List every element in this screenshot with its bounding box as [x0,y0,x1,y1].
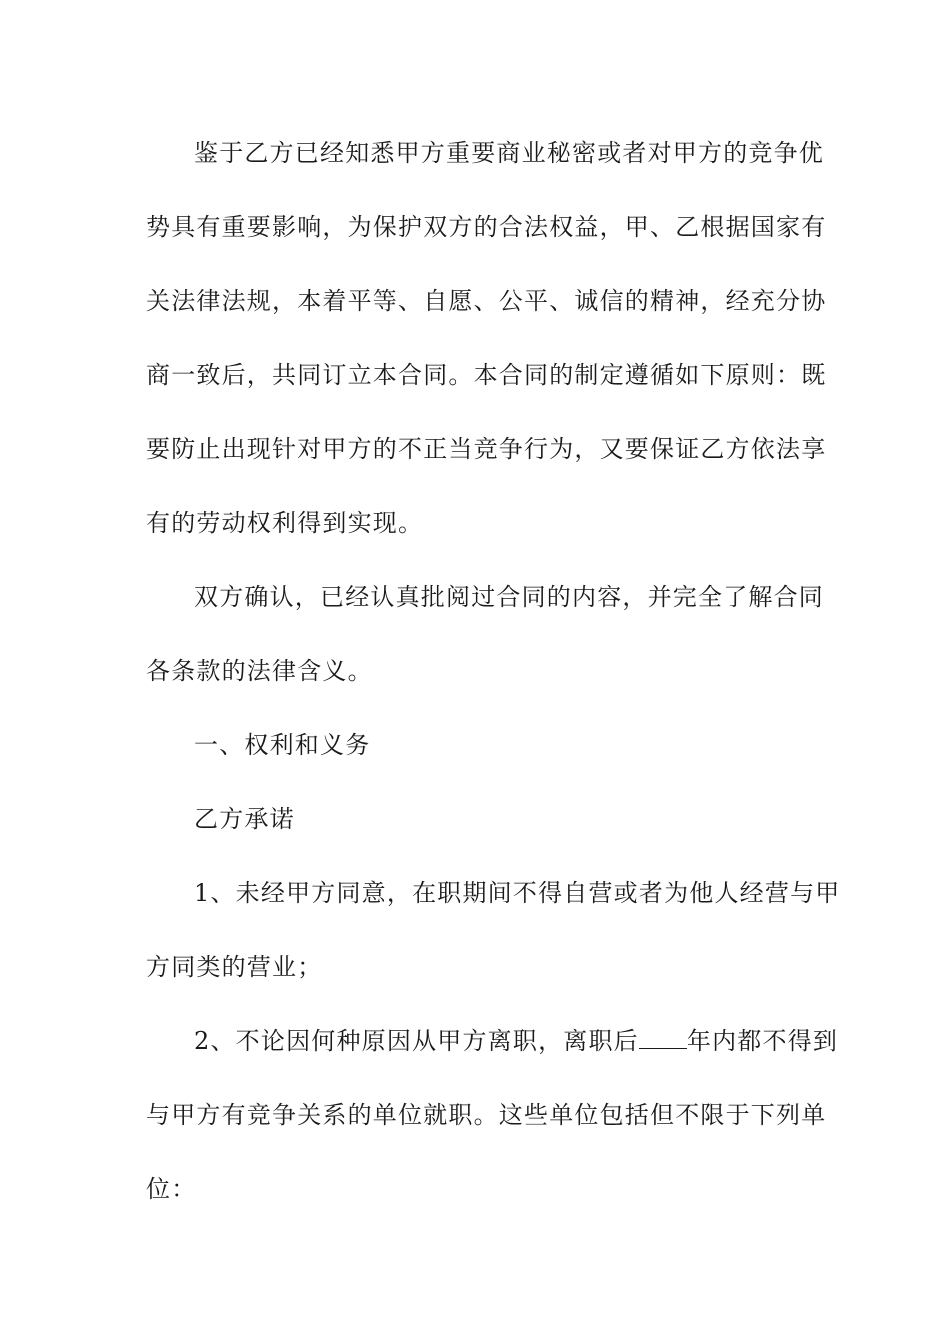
contract-body [146,133,841,1243]
paragraph-1-line-4: 商一致后，共同订立本合同。本合同的制定遵循如下原则：既 [146,361,827,389]
paragraph-1-line-1: 鉴于乙方已经知悉甲方重要商业秘密或者对甲方的竞争优 [194,139,824,167]
paragraph-1-line-5: 要防止出现针对甲方的不正当竞争行为，又要保证乙方依法享 [146,435,827,463]
clause-1-line-1: 1、未经甲方同意，在职期间不得自营或者为他人经营与甲 [194,879,841,907]
paragraph-1-line-2: 势具有重要影响，为保护双方的合法权益，甲、乙根据国家有 [146,213,827,241]
clause-2-line-3: 位： [146,1175,197,1203]
clause-1-line-2: 方同类的营业； [146,953,323,981]
party-b-commitment-heading: 乙方承诺 [194,805,295,833]
clause-2-text-after-blank: 年内都不得到 [686,1027,839,1055]
paragraph-2-line-1: 双方确认，已经认真批阅过合同的内容，并完全了解合同 [194,583,824,611]
section-heading-rights-obligations: 一、权利和义务 [194,731,371,759]
clause-2-text-before-blank: 2、不论因何种原因从甲方离职，离职后 [194,1027,639,1055]
clause-2-line-2: 与甲方有竞争关系的单位就职。这些单位包括但不限于下列单 [146,1101,827,1129]
paragraph-2-line-2: 各条款的法律含义。 [146,657,373,685]
paragraph-1-line-6: 有的劳动权利得到实现。 [146,509,424,537]
paragraph-1-line-3: 关法律法规，本着平等、自愿、公平、诚信的精神，经充分协 [146,287,827,315]
years-blank-field [639,1022,687,1049]
clause-2-line-1 [146,1021,839,1095]
